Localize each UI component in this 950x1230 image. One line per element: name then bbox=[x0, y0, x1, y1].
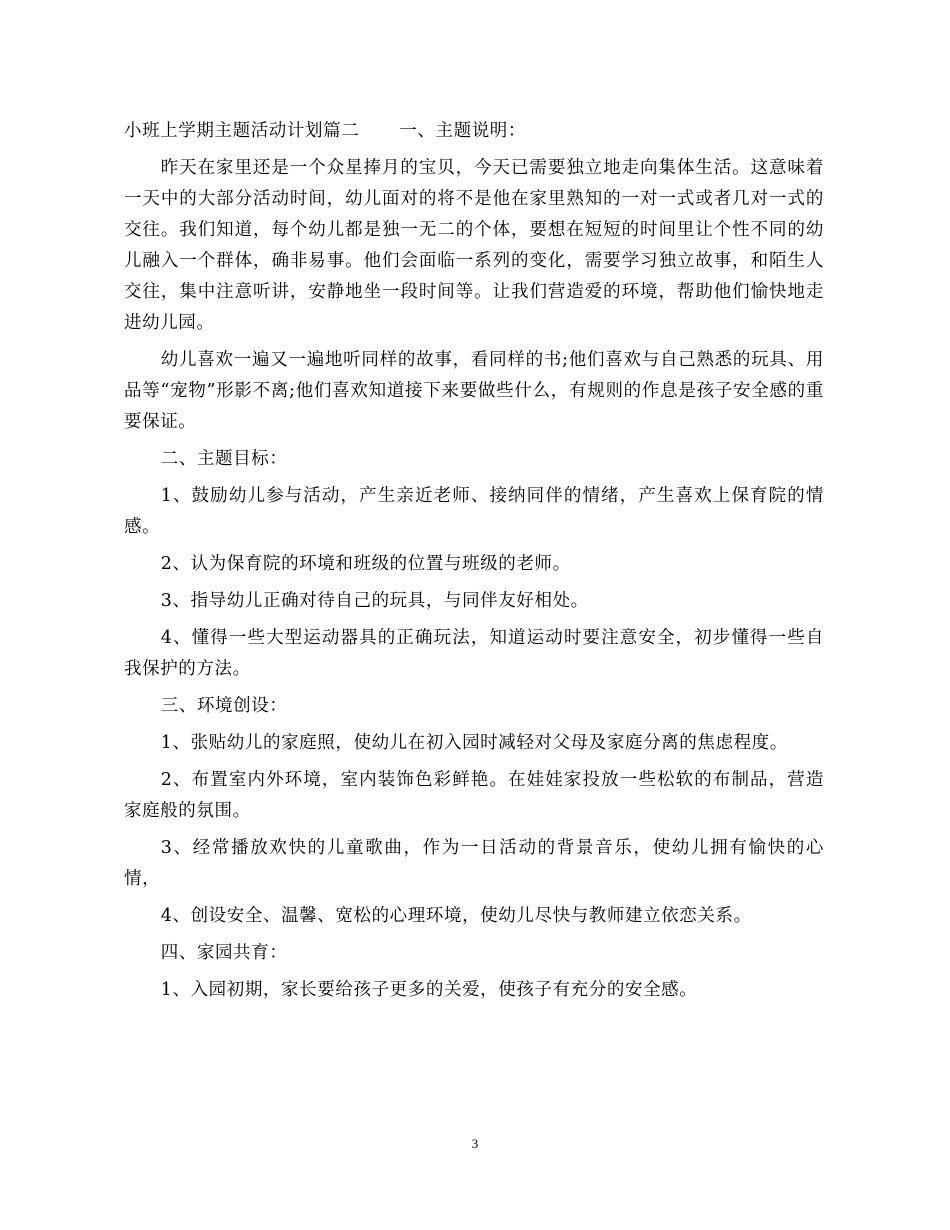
list-item: 1、鼓励幼儿参与活动，产生亲近老师、接纳同伴的情绪，产生喜欢上保育院的情感。 bbox=[124, 486, 824, 537]
section-heading-4: 四、家园共育： bbox=[160, 943, 288, 963]
section-heading-3: 三、环境创设： bbox=[160, 696, 288, 716]
list-item: 3、指导幼儿正确对待自己的玩具，与同伴友好相处。 bbox=[160, 591, 589, 611]
list-item: 3、经常播放欢快的儿童歌曲，作为一日活动的背景音乐，使幼儿拥有愉快的心情， bbox=[124, 838, 824, 889]
document-title: 小班上学期主题活动计划篇二 bbox=[124, 121, 360, 141]
list-item: 2、认为保育院的环境和班级的位置与班级的老师。 bbox=[160, 554, 571, 574]
section-heading-2: 二、主题目标： bbox=[160, 449, 288, 469]
paragraph: 昨天在家里还是一个众星捧月的宝贝，今天已需要独立地走向集体生活。这意味着一天中的大部分活动时间，幼儿面对的将不是他在家里熟知的一对一式或者几对一式的交往。我们知道，每个幼儿都是独一无二的个体，要想在短短的时间里让个性不同的幼儿融入一个群体，确非易事。他们会面临一系列的变化，需要学习独立故事，和陌生人交往，集中注意听讲，安静地坐一段时间等。让我们营造爱的环境，帮助他们愉快地走进幼儿园。 bbox=[124, 158, 824, 333]
list-item: 1、张贴幼儿的家庭照，使幼儿在初入园时减轻对父母及家庭分离的焦虑程度。 bbox=[160, 733, 788, 753]
list-item: 1、入园初期，家长要给孩子更多的关爱，使孩子有充分的安全感。 bbox=[160, 980, 698, 1000]
list-item: 4、创设安全、温馨、宽松的心理环境，使幼儿尽快与教师建立依恋关系。 bbox=[160, 906, 752, 926]
list-item: 2、布置室内外环境，室内装饰色彩鲜艳。在娃娃家投放一些松软的布制品，营造家庭般的氛围。 bbox=[124, 770, 824, 821]
paragraph: 幼儿喜欢一遍又一遍地听同样的故事，看同样的书;他们喜欢与自己熟悉的玩具、用品等“宠物”形影不离;他们喜欢知道接下来要做些什么，有规则的作息是孩子安全感的重要保证。 bbox=[124, 350, 824, 432]
title-line bbox=[124, 116, 824, 147]
document-body bbox=[124, 116, 824, 1012]
page-number: 3 bbox=[471, 1136, 479, 1151]
section-heading-1: 一、主题说明： bbox=[399, 121, 527, 141]
list-item: 4、懂得一些大型运动器具的正确玩法，知道运动时要注意安全，初步懂得一些自我保护的方法。 bbox=[124, 628, 824, 679]
